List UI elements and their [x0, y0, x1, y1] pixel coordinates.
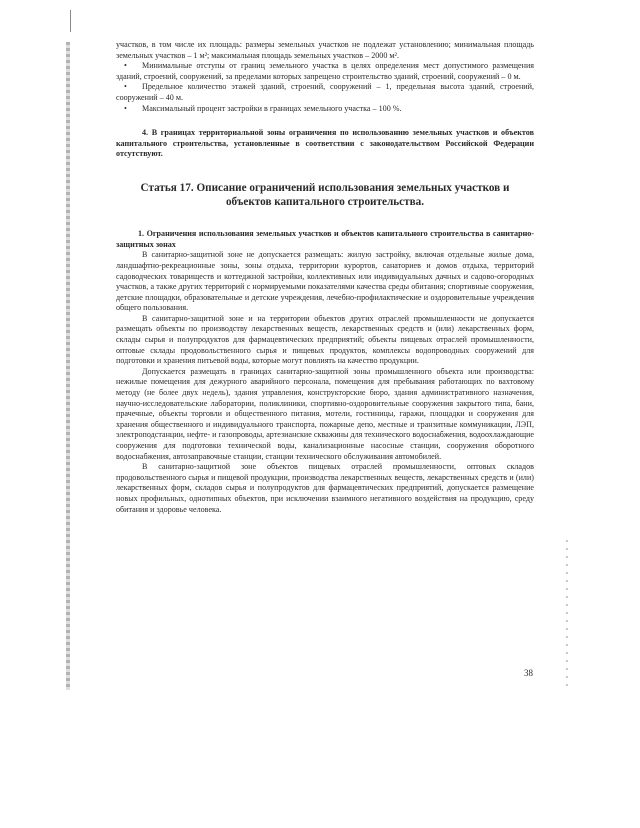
bullet-item	[116, 61, 534, 82]
scan-binding-edge	[66, 42, 70, 690]
bullet-icon: •	[124, 82, 127, 92]
article-title: Статья 17. Описание ограничений использования земельных участков и объектов капитального строительства.	[140, 181, 510, 208]
section-subheading: 1. Ограничения использования земельных участков и объектов капитального строительства в санитарно-защитных зонах	[116, 229, 534, 249]
body-paragraph: В санитарно-защитной зоне и на территории объектов других отраслей промышленности не допускается размещать объекты по производству лекарственных веществ, лекарственных средств и (или) лекарственных форм, склады сырья и полупродуктов для фармацевтических предприятий; объекты пищевых отраслей промышленности, оптовые склады продовольственного сырья и пищевых продуктов, комплексы водопроводных сооружений для подготовки и хранения питьевой воды, которые могут повлиять на качество продукции.	[116, 313, 534, 366]
scan-right-margin-marks	[566, 540, 568, 690]
bullet-item	[116, 104, 534, 115]
bullet-text: Минимальные отступы от границ земельного участка в целях определения мест допустимого размещения зданий, строений, сооружений, за пределами которых запрещено строительство зданий, строений, сооружений – 0 м.	[116, 61, 534, 81]
bullet-icon: •	[124, 103, 127, 113]
intro-paragraph: участков, в том числе их площадь: размеры земельных участков не подлежат установлению; минимальная площадь земельных участков – 1 м²; максимальная площадь земельных участков – 2000 м².	[116, 40, 534, 60]
scan-edge-mark	[70, 10, 71, 32]
bullet-item	[116, 82, 534, 103]
page-number: 38	[524, 668, 533, 678]
body-paragraph: В санитарно-защитной зоне объектов пищевых отраслей промышленности, оптовых складов продовольственного сырья и пищевой продукции, производства лекарственных веществ, лекарственных средств и (или) лекарственных форм, складов сырья и полупродуктов для фармацевтических предприятий, допускается размещение новых профильных, однотипных объектов, при исключении взаимного негативного воздействия на продукцию, среду обитания и здоровье человека.	[116, 462, 534, 514]
body-paragraph: Допускается размещать в границах санитарно-защитной зоны промышленного объекта или производства: нежилые помещения для дежурного аварийного персонала, помещения для пребывания работающих по вахтовому методу (не более двух недель), здания управления, конструкторские бюро, здания административного назначения, научно-исследовательские лаборатории, поликлиники, спортивно-оздоровительные сооружения закрытого типа, бани, прачечные, объекты торговли и общественного питания, мотели, гостиницы, гаражи, площадки и сооружения для хранения общественного и индивидуального транспорта, пожарные депо, местные и транзитные коммуникации, ЛЭП, электроподстанции, нефте- и газопроводы, артезианские скважины для технического водоснабжения, водоохлаждающие сооружения для подготовки технической воды, канализационные насосные станции, сооружения оборотного водоснабжения, автозаправочные станции, станции технического обслуживания автомобилей.	[116, 366, 534, 461]
bullet-text: Максимальный процент застройки в границах земельного участка – 100 %.	[142, 103, 402, 113]
document-page	[116, 40, 534, 515]
bullet-text: Предельное количество этажей зданий, строений, сооружений – 1, предельная высота зданий, строений, сооружений – 40 м.	[116, 82, 534, 102]
bullet-icon: •	[124, 61, 127, 71]
body-paragraph: В санитарно-защитной зоне не допускается размещать: жилую застройку, включая отдельные жилые дома, ландшафтно-рекреационные зоны, зоны отдыха, территории курортов, санаториев и домов отдыха, территорий садоводческих товариществ и коттеджной застройки, коллективных или индивидуальных дачных и садово-огородных участков, а также других территорий с нормируемыми показателями качества среды обитания; спортивные сооружения, детские площадки, образовательные и детские учреждения, лечебно-профилактические и оздоровительные учреждения общего пользования.	[116, 250, 534, 313]
clause-4: 4. В границах территориальной зоны ограничения по использованию земельных участков и объектов капитального строительства, установленные в соответствии с законодательством Российской Федерации отсутствуют.	[116, 128, 534, 159]
